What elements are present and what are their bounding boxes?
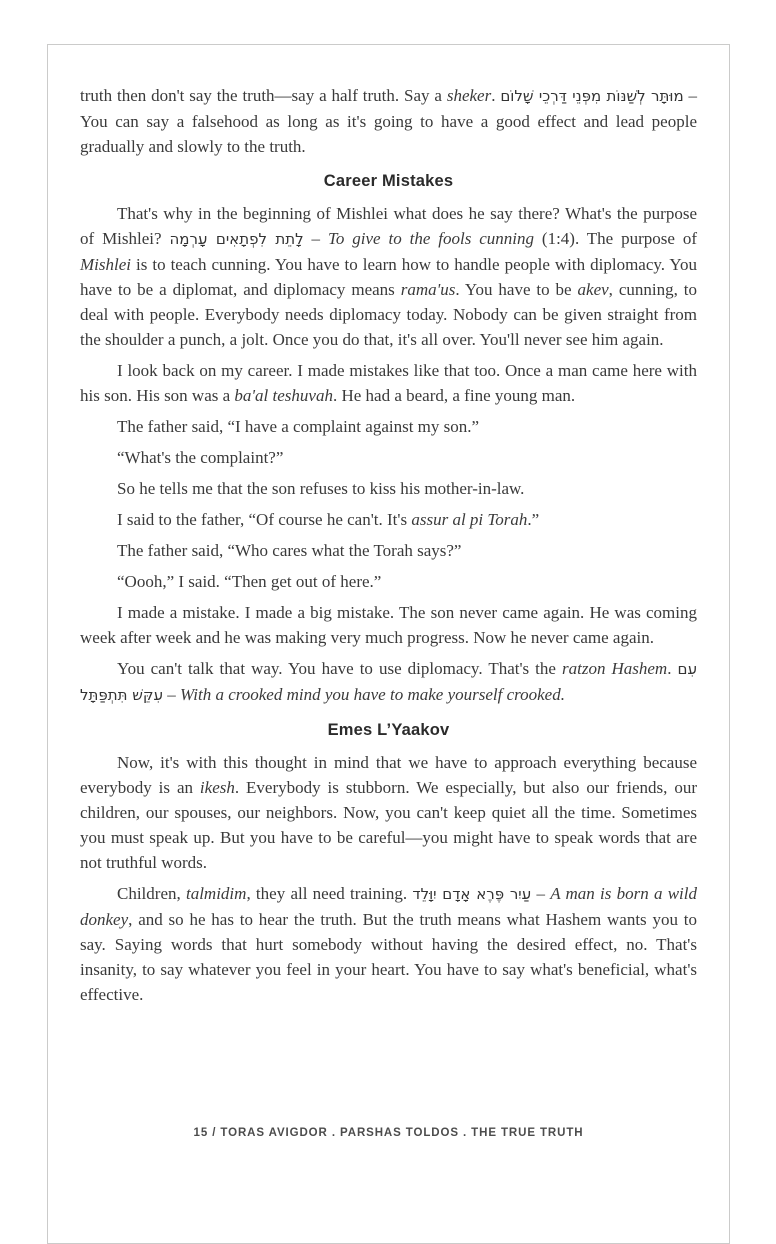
paragraph [80, 538, 697, 563]
italic-text-run: To give to the fools cunning [327, 229, 534, 248]
text-run: Children, [117, 884, 186, 903]
italic-text-run: Mishlei [80, 255, 131, 274]
italic-text-run: akev [577, 280, 609, 299]
text-run: Now, it's with this thought in mind that we have to approach everything because everybody is an [80, 753, 697, 797]
text-run: The father said, “Who cares what the Torah says?” [117, 541, 462, 560]
paragraph [80, 476, 697, 501]
paragraph [80, 414, 697, 439]
text-run: You can't talk that way. You have to use diplomacy. That's the [117, 659, 562, 678]
italic-text-run: rama'us [400, 280, 456, 299]
text-run: – [303, 229, 328, 248]
text-run: . [491, 86, 501, 105]
text-run: . [667, 659, 678, 678]
paragraph [80, 507, 697, 532]
paragraph [80, 750, 697, 875]
text-run: – [531, 884, 551, 903]
paragraph [80, 656, 697, 708]
section-heading: Emes L’Yaakov [327, 721, 450, 739]
text-run: “What's the complaint?” [117, 448, 284, 467]
paragraph [80, 569, 697, 594]
text-run: , they all need training. [246, 884, 413, 903]
text-run: (1:4). The purpose of [534, 229, 698, 248]
text-run: I made a mistake. I made a big mistake. The son never came again. He was coming week after week and he was making very much progress. Now he never came again. [80, 603, 697, 647]
hebrew-phrase: מוּתָּר לְשַׁנּוֹת מִפְּנֵי דַּרְכֵי שָׁלוֹם [500, 87, 684, 105]
italic-text-run: sheker [446, 86, 492, 105]
paragraph [80, 358, 697, 408]
italic-text-run: A man is born a wild donkey [80, 884, 697, 929]
italic-text-run: talmidim [185, 884, 247, 903]
paragraph [80, 201, 697, 352]
text-run: . He had a beard, a fine young man. [332, 386, 576, 405]
hebrew-phrase: עַיִר פֶּרֶא אָדָם יִוָּלֵד [412, 885, 532, 903]
italic-text-run: ratzon Hashem [562, 659, 668, 678]
text-run: is to teach cunning. You have to learn how to handle people with diplomacy. You have to be a diplomat, and diplomacy means [80, 255, 697, 299]
italic-text-run: assur al pi Torah [411, 510, 528, 529]
paragraph [80, 83, 697, 159]
hebrew-phrase: לָתֵת לִפְתָאִים עָרְמָה [169, 230, 304, 248]
text-run: I said to the father, “Of course he can't. It's [117, 510, 412, 529]
text-run: truth then don't say the truth—say a half truth. Say a [80, 86, 447, 105]
article-body [48, 45, 729, 1007]
text-run: That's why in the beginning of Mishlei what does he say there? What's the purpose of Mishlei? [80, 204, 697, 248]
text-run: “Oooh,” I said. “Then get out of here.” [117, 572, 382, 591]
text-run: .” [527, 510, 540, 529]
text-run: , cunning, to deal with people. Everybody needs diplomacy today. Nobody can be given straight from the shoulder a punch, a jolt. Once you do that, it's all over. You'll never see him again. [80, 280, 698, 349]
paragraph [80, 445, 697, 470]
page-footer: 15 / TORAS AVIGDOR . PARSHAS TOLDOS . THE TRUE TRUTH [193, 1127, 584, 1139]
italic-text-run: With a crooked mind you have to make yourself crooked. [180, 685, 565, 704]
section-heading: Career Mistakes [323, 172, 454, 190]
text-run: I look back on my career. I made mistakes like that too. Once a man came here with his son. His son was a [80, 361, 697, 405]
text-run: – [163, 685, 181, 704]
text-run: The father said, “I have a complaint against my son.” [117, 417, 480, 436]
text-run: – You can say a falsehood as long as it's going to have a good effect and lead people gradually and slowly to the truth. [80, 86, 698, 156]
page-container [47, 44, 730, 1244]
italic-text-run: ikesh [199, 778, 235, 797]
text-run: . You have to be [455, 280, 578, 299]
paragraph [80, 881, 697, 1007]
text-run: . Everybody is stubborn. We especially, but also our friends, our children, our spouses, our neighbors. Now, you can't keep quiet all the time. Sometimes you must speak up. But you have to be careful—you might have to speak words that are not truthful words. [80, 778, 697, 872]
hebrew-phrase: עִם עִקֵּשׁ תִּתְפַּתָּל [80, 660, 698, 704]
text-run: So he tells me that the son refuses to kiss his mother-in-law. [117, 479, 525, 498]
italic-text-run: ba'al teshuvah [234, 386, 333, 405]
text-run: , and so he has to hear the truth. But the truth means what Hashem wants you to say. Saying words that hurt somebody without having the desired effect, no. That's insanity, to say whatever you feel in your heart. You have to say what's beneficial, what's effective. [80, 910, 697, 1004]
paragraph [80, 600, 697, 650]
